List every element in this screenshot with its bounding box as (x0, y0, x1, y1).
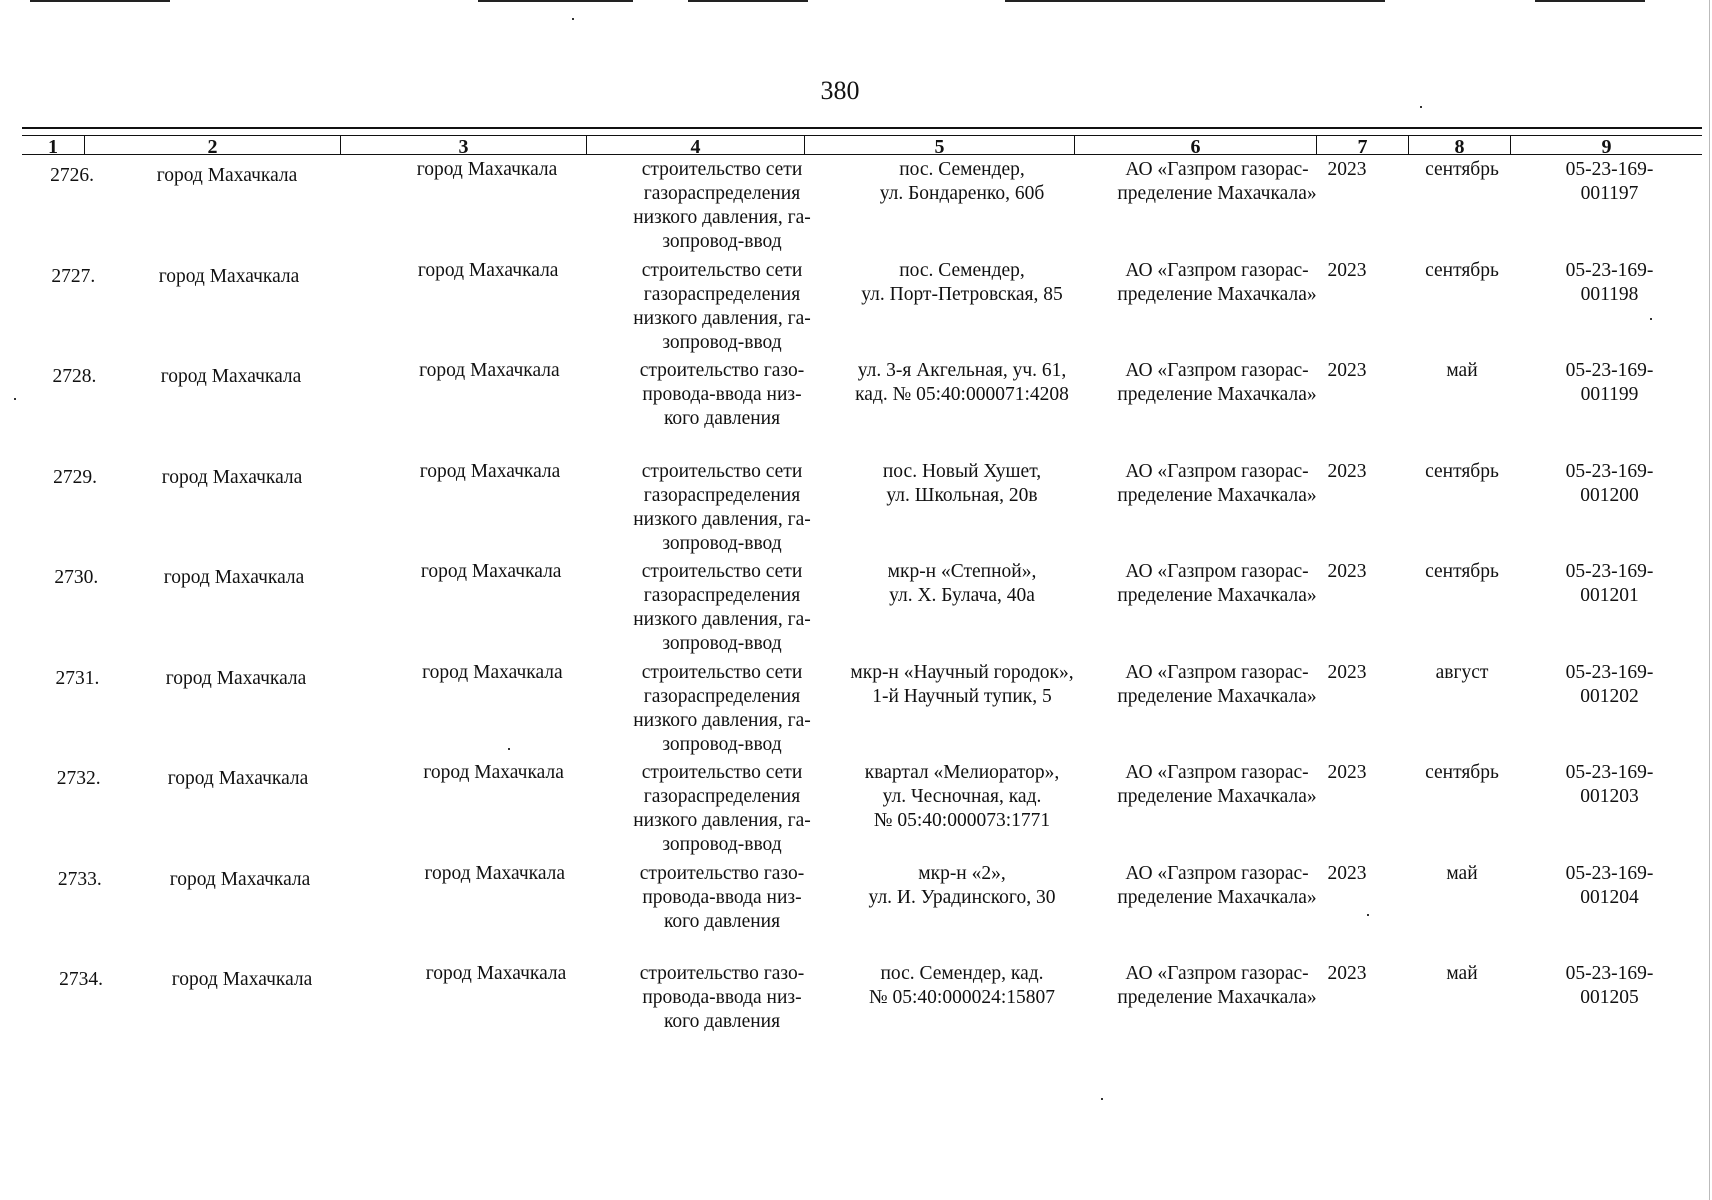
table-row (22, 761, 1702, 862)
work-type-cell-line: провода-ввода низ- (642, 384, 802, 405)
row-number: 2727. (51, 265, 96, 287)
code-cell-line: 05-23-169- (1565, 360, 1654, 381)
municipality-cell: город Махачкала (160, 366, 302, 387)
code-cell-line: 001205 (1580, 987, 1639, 1008)
year-cell: 2023 (1327, 259, 1367, 281)
settlement-cell: город Махачкала (416, 159, 558, 180)
work-type-cell-line: зопровод-ввод (662, 834, 782, 855)
code-cell (1532, 862, 1687, 910)
work-type-cell (597, 158, 847, 254)
municipality-cell: город Махачкала (158, 265, 300, 287)
settlement-cell: город Махачкала (417, 259, 559, 281)
work-type-cell-line: низкого давления, га- (633, 609, 811, 630)
scan-right-edge (1709, 0, 1710, 1200)
column-header-7: 7 (1316, 136, 1408, 154)
address-cell-line: ул. Школьная, 20в (886, 484, 1038, 506)
work-type-cell-line: кого давления (663, 1011, 781, 1032)
table-row (22, 359, 1702, 460)
address-cell-line: пос. Семендер, (899, 159, 1025, 180)
work-type-cell (597, 962, 847, 1034)
row-number: 2734. (59, 969, 103, 990)
scan-edge-line (1005, 0, 1385, 2)
header-rule (22, 127, 1702, 129)
scan-speck (508, 748, 510, 750)
table-row (22, 962, 1702, 1063)
column-header-6: 6 (1074, 136, 1316, 154)
address-cell-line: № 05:40:000073:1771 (873, 810, 1051, 831)
row-number: 2729. (53, 466, 97, 488)
address-cell (817, 460, 1107, 508)
organization-cell-line: пределение Махачкала» (1117, 283, 1317, 305)
settlement-cell: город Махачкала (424, 862, 566, 884)
organization-cell-line: пределение Махачкала» (1117, 183, 1317, 204)
work-type-cell-line: зопровод-ввод (662, 532, 782, 554)
table-row (22, 560, 1702, 661)
work-type-cell-line: строительство сети (641, 460, 803, 482)
organization-cell (1087, 661, 1347, 709)
address-cell (817, 962, 1107, 1010)
organization-cell-line: пределение Махачкала» (1117, 585, 1317, 606)
municipality-cell: город Махачкала (161, 466, 303, 488)
organization-cell (1087, 761, 1347, 809)
municipality-cell: город Махачкала (156, 165, 298, 186)
organization-cell (1087, 359, 1347, 407)
row-number: 2728. (52, 366, 97, 387)
settlement-cell: город Махачкала (422, 661, 563, 683)
work-type-cell (597, 460, 847, 556)
organization-cell-line: АО «Газпром газорас- (1125, 963, 1309, 984)
organization-cell-line: пределение Махачкала» (1117, 685, 1317, 707)
scan-speck (14, 398, 16, 400)
organization-cell (1087, 862, 1347, 910)
work-type-cell-line: строительство сети (641, 762, 803, 783)
code-cell-line: 001200 (1580, 484, 1639, 506)
code-cell (1532, 359, 1687, 407)
work-type-cell-line: строительство сети (641, 661, 803, 683)
column-header-8: 8 (1408, 136, 1510, 154)
work-type-cell-line: строительство газо- (639, 862, 805, 884)
work-type-cell-line: низкого давления, га- (633, 207, 811, 228)
organization-cell-line: пределение Махачкала» (1117, 484, 1317, 506)
code-cell (1532, 460, 1687, 508)
address-cell (817, 560, 1107, 608)
organization-cell-line: пределение Махачкала» (1117, 987, 1317, 1008)
address-cell-line: мкр-н «2», (918, 862, 1006, 884)
code-cell (1532, 661, 1687, 709)
column-header-1: 1 (48, 136, 58, 158)
code-cell-line: 001204 (1580, 886, 1639, 908)
code-cell-line: 001202 (1580, 685, 1639, 707)
address-cell-line: ул. Порт-Петровская, 85 (861, 283, 1063, 305)
address-cell (817, 761, 1107, 833)
municipality-cell: город Махачкала (163, 567, 305, 588)
month-cell: май (1446, 360, 1478, 381)
table-body (22, 158, 1702, 1063)
work-type-cell-line: зопровод-ввод (662, 231, 782, 252)
work-type-cell-line: провода-ввода низ- (642, 987, 802, 1008)
year-cell: 2023 (1327, 762, 1367, 783)
scan-speck (1101, 1098, 1103, 1100)
code-cell-line: 05-23-169- (1565, 159, 1654, 180)
code-cell (1532, 560, 1687, 608)
work-type-cell (597, 259, 847, 355)
address-cell-line: пос. Новый Хушет, (882, 460, 1042, 482)
address-cell-line: квартал «Мелиоратор», (864, 762, 1060, 783)
code-cell (1532, 962, 1687, 1010)
address-cell-line: ул. И. Урадинского, 30 (868, 886, 1056, 908)
code-cell (1532, 158, 1687, 206)
work-type-cell-line: строительство сети (641, 159, 803, 180)
row-number: 2730. (54, 567, 99, 588)
scan-edge-line (30, 0, 170, 2)
work-type-cell-line: низкого давления, га- (633, 307, 811, 329)
code-cell-line: 05-23-169- (1565, 762, 1654, 783)
work-type-cell (597, 862, 847, 934)
organization-cell-line: пределение Махачкала» (1117, 886, 1317, 908)
scan-speck (1420, 106, 1422, 108)
column-header-3: 3 (340, 136, 586, 154)
column-header-4: 4 (586, 136, 804, 154)
code-cell-line: 05-23-169- (1565, 862, 1654, 884)
row-number: 2731. (55, 667, 100, 689)
work-type-cell-line: строительство газо- (639, 360, 805, 381)
month-cell: август (1435, 661, 1489, 683)
code-cell-line: 001199 (1580, 384, 1639, 405)
scan-speck (1650, 318, 1652, 320)
row-number: 2733. (57, 868, 102, 890)
work-type-cell-line: газораспределения (643, 685, 801, 707)
scan-speck (1367, 914, 1369, 916)
year-cell: 2023 (1327, 159, 1367, 180)
organization-cell-line: пределение Махачкала» (1117, 384, 1317, 405)
year-cell: 2023 (1327, 963, 1367, 984)
work-type-cell-line: кого давления (663, 910, 781, 932)
table-row (22, 259, 1702, 360)
municipality-cell: город Махачкала (167, 768, 309, 789)
address-cell-line: ул. Х. Булача, 40а (889, 585, 1035, 606)
settlement-cell: город Махачкала (425, 963, 567, 984)
code-cell-line: 05-23-169- (1565, 460, 1654, 482)
code-cell-line: 001201 (1580, 585, 1639, 606)
organization-cell-line: пределение Махачкала» (1117, 786, 1317, 807)
year-cell: 2023 (1327, 661, 1367, 683)
month-cell: сентябрь (1425, 762, 1499, 783)
column-header-5: 5 (804, 136, 1074, 154)
table-row (22, 158, 1702, 259)
organization-cell-line: АО «Газпром газорас- (1125, 360, 1309, 381)
code-cell-line: 05-23-169- (1565, 259, 1654, 281)
address-cell-line: мкр-н «Степной», (887, 561, 1037, 582)
scan-edge-line (688, 0, 808, 2)
scan-edge-line (478, 0, 633, 2)
month-cell: сентябрь (1425, 460, 1499, 482)
table-row (22, 862, 1702, 963)
address-cell (817, 158, 1107, 206)
code-cell-line: 001203 (1580, 786, 1639, 807)
work-type-cell (597, 560, 847, 656)
code-cell (1532, 761, 1687, 809)
address-cell (817, 661, 1107, 709)
municipality-cell: город Махачкала (171, 969, 313, 990)
address-cell-line: мкр-н «Научный городок», (850, 661, 1074, 683)
code-cell-line: 001198 (1580, 283, 1639, 305)
work-type-cell-line: газораспределения (643, 786, 801, 807)
address-cell-line: № 05:40:000024:15807 (869, 987, 1055, 1008)
column-header-row (22, 135, 1702, 158)
year-cell: 2023 (1327, 360, 1367, 381)
work-type-cell-line: строительство сети (641, 259, 803, 281)
year-cell: 2023 (1327, 561, 1367, 582)
work-type-cell-line: строительство сети (641, 561, 803, 582)
organization-cell-line: АО «Газпром газорас- (1125, 159, 1309, 180)
address-cell-line: ул. Чесночная, кад. (882, 786, 1042, 807)
address-cell-line: ул. Бондаренко, 60б (879, 183, 1045, 204)
code-cell-line: 05-23-169- (1565, 661, 1654, 683)
organization-cell-line: АО «Газпром газорас- (1125, 460, 1309, 482)
work-type-cell-line: низкого давления, га- (633, 508, 811, 530)
settlement-cell: город Махачкала (419, 360, 560, 381)
work-type-cell-line: кого давления (663, 408, 781, 429)
organization-cell-line: АО «Газпром газорас- (1125, 561, 1309, 582)
work-type-cell-line: газораспределения (643, 283, 801, 305)
work-type-cell-line: зопровод-ввод (662, 633, 782, 654)
code-cell-line: 05-23-169- (1565, 963, 1654, 984)
settlement-cell: город Махачкала (420, 561, 562, 582)
work-type-cell-line: строительство газо- (639, 963, 805, 984)
work-type-cell-line: низкого давления, га- (633, 709, 811, 731)
work-type-cell-line: газораспределения (643, 585, 801, 606)
address-cell-line: пос. Семендер, кад. (880, 963, 1044, 984)
month-cell: май (1446, 963, 1478, 984)
code-cell (1532, 259, 1687, 307)
scan-speck (572, 18, 574, 20)
organization-cell-line: АО «Газпром газорас- (1125, 862, 1309, 884)
month-cell: сентябрь (1425, 159, 1499, 180)
address-cell (817, 259, 1107, 307)
code-cell-line: 05-23-169- (1565, 561, 1654, 582)
organization-cell (1087, 460, 1347, 508)
address-cell-line: кад. № 05:40:000071:4208 (855, 384, 1069, 405)
organization-cell (1087, 962, 1347, 1010)
table-row (22, 460, 1702, 561)
page-number: 380 (820, 76, 860, 105)
month-cell: сентябрь (1425, 259, 1499, 281)
table-row (22, 661, 1702, 762)
settlement-cell: город Махачкала (423, 762, 564, 783)
municipality-cell: город Махачкала (165, 667, 307, 689)
work-type-cell-line: зопровод-ввод (662, 331, 782, 353)
address-cell (817, 862, 1107, 910)
column-header-9: 9 (1510, 136, 1702, 154)
work-type-cell-line: зопровод-ввод (662, 733, 782, 755)
year-cell: 2023 (1327, 862, 1367, 884)
address-cell-line: 1-й Научный тупик, 5 (872, 685, 1052, 707)
row-number: 2726. (50, 165, 94, 186)
scan-edge-line (1535, 0, 1645, 2)
code-cell-line: 001197 (1580, 183, 1639, 204)
column-header-2: 2 (84, 136, 340, 154)
organization-cell (1087, 259, 1347, 307)
work-type-cell-line: низкого давления, га- (633, 810, 811, 831)
work-type-cell (597, 761, 847, 857)
year-cell: 2023 (1327, 460, 1367, 482)
organization-cell (1087, 560, 1347, 608)
settlement-cell: город Махачкала (419, 460, 561, 482)
work-type-cell (597, 661, 847, 757)
municipality-cell: город Махачкала (169, 868, 311, 890)
organization-cell-line: АО «Газпром газорас- (1125, 259, 1309, 281)
organization-cell-line: АО «Газпром газорас- (1125, 661, 1309, 683)
address-cell-line: пос. Семендер, (899, 259, 1025, 281)
month-cell: май (1446, 862, 1478, 884)
work-type-cell-line: газораспределения (643, 183, 801, 204)
organization-cell-line: АО «Газпром газорас- (1125, 762, 1309, 783)
organization-cell (1087, 158, 1347, 206)
month-cell: сентябрь (1425, 561, 1499, 582)
address-cell (817, 359, 1107, 407)
work-type-cell-line: провода-ввода низ- (642, 886, 802, 908)
row-number: 2732. (56, 768, 101, 789)
work-type-cell (597, 359, 847, 431)
address-cell-line: ул. 3-я Акгельная, уч. 61, (857, 360, 1067, 381)
work-type-cell-line: газораспределения (643, 484, 801, 506)
